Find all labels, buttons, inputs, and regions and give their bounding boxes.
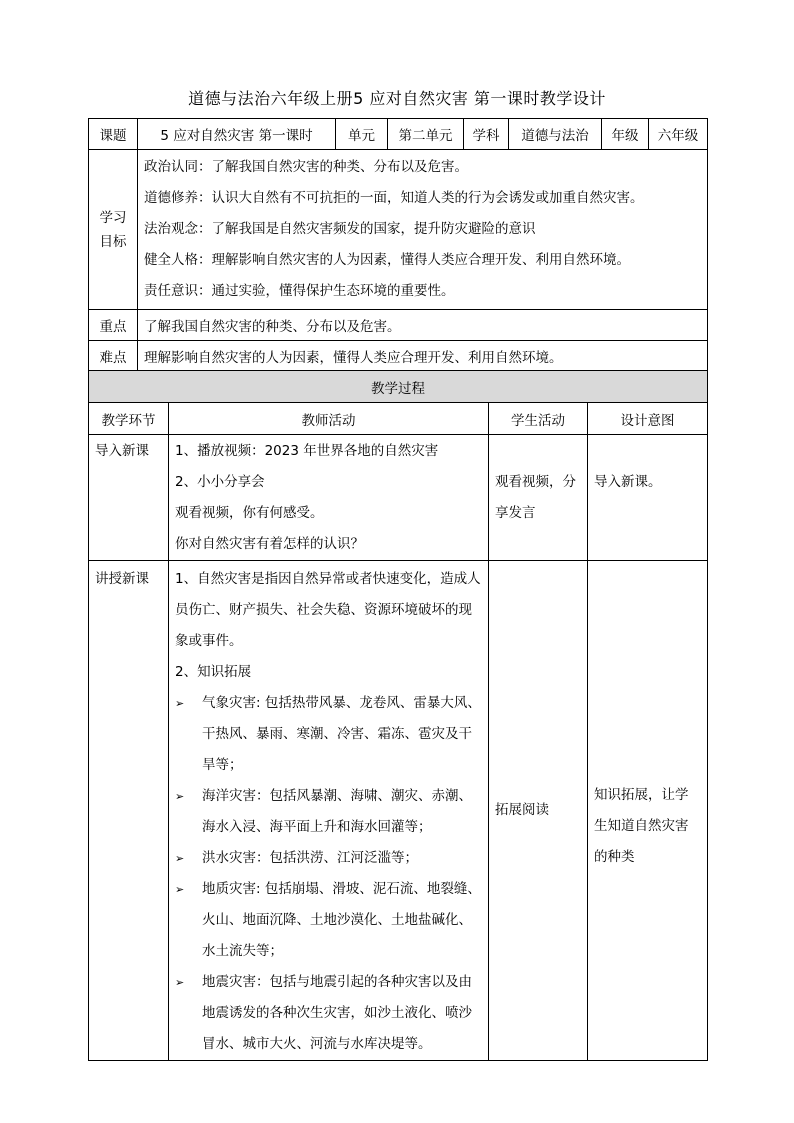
column-header-student: 学生活动 (489, 403, 588, 435)
objectives-label (89, 150, 138, 310)
intro-teacher-activity (169, 435, 489, 561)
knowledge-bullet (175, 781, 482, 843)
knowledge-bullet (175, 843, 482, 874)
teacher-line: 1、播放视频：2023 年世界各地的自然灾害 (175, 443, 439, 459)
objectives-label-line1: 学习 (99, 209, 127, 226)
bullet-text: 气象灾害: 包括热带风暴、龙卷风、雷暴大风、干热风、暴雨、寒潮、冷害、霜冻、雹灾及干旱等； (202, 695, 481, 773)
intro-stage-text: 导入新课 (95, 443, 149, 459)
column-header-stage: 教学环节 (89, 403, 169, 435)
lecture-student-text: 拓展阅读 (495, 802, 549, 818)
document-title: 道德与法治六年级上册5 应对自然灾害 第一课时教学设计 (188, 89, 606, 108)
topic-value: 5 应对自然灾害 第一课时 (138, 119, 336, 150)
objective-item: 健全人格：理解影响自然灾害的人为因素，懂得人类应合理开发、利用自然环境。 (144, 252, 630, 268)
intro-stage (89, 435, 169, 561)
objective-item: 政治认同：了解我国自然灾害的种类、分布以及危害。 (144, 159, 468, 175)
column-header-teacher: 教师活动 (169, 403, 489, 435)
lecture-intent-text: 知识拓展，让学生知道自然灾害的种类 (594, 787, 689, 865)
intro-student-activity: 观看视频，分享发言 (489, 435, 588, 561)
bullet-text: 地质灾害: 包括崩塌、滑坡、泥石流、地裂缝、火山、地面沉降、土地沙漠化、土地盐碱化、水土流失等； (202, 881, 481, 959)
lecture-stage-text: 讲授新课 (95, 571, 149, 587)
knowledge-bullet (175, 874, 482, 967)
expand-title: 2、知识拓展 (175, 664, 252, 680)
arrow-bullet-icon: ➢ (175, 697, 185, 710)
objective-item: 法治观念：了解我国是自然灾害频发的国家，提升防灾避险的意识 (144, 221, 536, 237)
grade-label: 年级 (602, 119, 649, 150)
bullet-text: 洪水灾害：包括洪涝、江河泛滥等； (202, 850, 418, 866)
grade-value: 六年级 (649, 119, 708, 150)
teacher-line: 你对自然灾害有着怎样的认识？ (175, 536, 364, 552)
bullet-text: 海洋灾害：包括风暴潮、海啸、潮灾、赤潮、海水入浸、海平面上升和海水回灌等； (202, 788, 472, 835)
unit-label: 单元 (336, 119, 388, 150)
lecture-stage (89, 561, 169, 1061)
lecture-student-activity (489, 561, 588, 1061)
teacher-line: 2、小小分享会 (175, 474, 265, 490)
key-point-value: 了解我国自然灾害的种类、分布以及危害。 (138, 310, 708, 341)
objectives-content (138, 150, 708, 310)
lecture-teacher-activity (169, 561, 489, 1061)
lecture-row (89, 561, 708, 1061)
arrow-bullet-icon: ➢ (175, 852, 185, 865)
difficulty-label: 难点 (89, 341, 138, 372)
arrow-bullet-icon: ➢ (175, 883, 185, 896)
process-heading: 教学过程 (89, 371, 708, 403)
objective-item: 责任意识：通过实验，懂得保护生态环境的重要性。 (144, 283, 455, 299)
intro-row (89, 435, 708, 561)
intro-intent-text: 导入新课。 (594, 473, 662, 490)
lecture-intent (588, 561, 708, 1061)
column-header-intent: 设计意图 (588, 403, 708, 435)
objective-item: 道德修养：认识大自然有不可抗拒的一面，知道人类的行为会诱发或加重自然灾害。 (144, 190, 644, 206)
intro-intent (588, 435, 708, 561)
knowledge-bullet (175, 967, 482, 1060)
arrow-bullet-icon: ➢ (175, 976, 185, 989)
teacher-line: 观看视频，你有何感受。 (175, 505, 324, 521)
subject-label: 学科 (464, 119, 509, 150)
objectives-label-line2: 目标 (99, 233, 127, 250)
definition-text: 1、自然灾害是指因自然异常或者快速变化，造成人员伤亡、财产损失、社会失稳、资源环境破坏的现象或事件。 (175, 571, 481, 649)
topic-label: 课题 (89, 119, 138, 150)
lesson-info-table (88, 118, 708, 372)
teaching-process-table (88, 370, 708, 1061)
bullet-text: 地震灾害：包括与地震引起的各种灾害以及由地震诱发的各种次生灾害，如沙土液化、喷沙冒水、城市大火、河流与水库决堤等。 (202, 974, 472, 1052)
difficulty-value: 理解影响自然灾害的人为因素，懂得人类应合理开发、利用自然环境。 (138, 341, 708, 372)
knowledge-bullet (175, 688, 482, 781)
key-point-label: 重点 (89, 310, 138, 341)
subject-value: 道德与法治 (509, 119, 602, 150)
unit-value: 第二单元 (388, 119, 464, 150)
arrow-bullet-icon: ➢ (175, 790, 185, 803)
